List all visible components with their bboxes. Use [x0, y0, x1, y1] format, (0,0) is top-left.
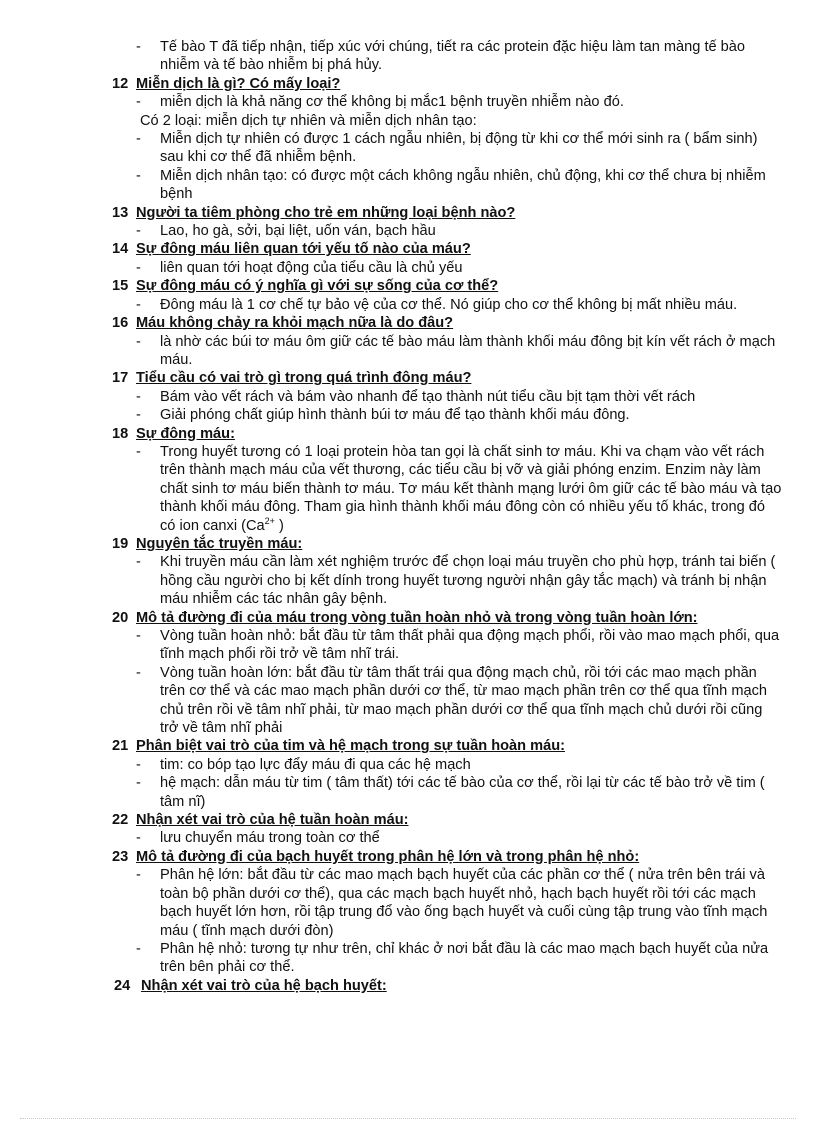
- question-title: Mô tả đường đi của bạch huyết trong phân hệ lớn và trong phân hệ nhỏ:: [136, 848, 640, 865]
- dash-bullet-icon: -: [136, 223, 141, 240]
- bullet-text: Phân hệ lớn: bắt đầu từ các mao mạch bạch huyết của các phần cơ thể ( nửa trên bên trái và toàn bộ phần dưới cơ thể), qua các mạch bạch huyết nhỏ, hạch bạch huyết rồi tới các mạch bạch huyết lớn hơn, rồi tập trung đổ vào ống bạch huyết và cuối cùng tập trung vào tĩnh mạch máu ( tĩnh mạch dưới đòn): [160, 867, 768, 939]
- superscript: 2+: [264, 515, 275, 526]
- dash-bullet-icon: -: [136, 259, 141, 276]
- bullet-item: [112, 259, 782, 277]
- dash-bullet-icon: -: [136, 388, 141, 405]
- bullet-item: [112, 222, 782, 240]
- bullet-item: [112, 333, 782, 370]
- page-bottom-border: [20, 1118, 796, 1119]
- question-number: 15: [112, 278, 129, 295]
- bullet-item: [112, 130, 782, 167]
- question-heading: [112, 609, 782, 627]
- bullet-item: [112, 38, 782, 75]
- bullet-text-tail: ): [274, 517, 284, 534]
- dash-bullet-icon: -: [136, 94, 141, 111]
- dash-bullet-icon: -: [136, 867, 141, 884]
- bullet-text: là nhờ các búi tơ máu ôm giữ các tế bào máu làm thành khối máu đông bịt kín vết rách ở mạch máu.: [160, 333, 776, 368]
- dash-bullet-icon: -: [136, 554, 141, 571]
- question-heading: [112, 848, 782, 866]
- dash-bullet-icon: -: [136, 940, 141, 957]
- dash-bullet-icon: -: [136, 131, 141, 148]
- bullet-text: Lao, ho gà, sởi, bại liệt, uốn ván, bạch hầu: [160, 223, 436, 240]
- question-number: 24: [114, 977, 131, 994]
- question-heading: [112, 369, 782, 387]
- question-number: 14: [112, 241, 129, 258]
- question-number: 16: [112, 315, 129, 332]
- bullet-text: Miễn dịch tự nhiên có được 1 cách ngẫu nhiên, bị động từ khi cơ thể mới sinh ra ( bẩm sinh) sau khi cơ thể đã nhiễm bệnh.: [160, 131, 758, 166]
- bullet-item: [112, 829, 782, 847]
- dash-bullet-icon: -: [136, 628, 141, 644]
- question-number: 20: [112, 609, 129, 626]
- question-title: Sự đông máu có ý nghĩa gì với sự sống của cơ thể?: [136, 278, 499, 295]
- bullet-text: liên quan tới hoạt động của tiểu cầu là chủ yếu: [160, 259, 463, 276]
- question-number: 22: [112, 812, 129, 829]
- dash-bullet-icon: -: [136, 167, 141, 184]
- bullet-item: [112, 167, 782, 204]
- question-number: 21: [112, 738, 129, 755]
- bullet-text: miễn dịch là khả năng cơ thể không bị mắc1 bệnh truyền nhiễm nào đó.: [160, 94, 624, 111]
- bullet-item: [112, 443, 782, 535]
- question-title: Nhận xét vai trò của hệ tuần hoàn máu:: [136, 812, 409, 829]
- question-heading: [112, 314, 782, 332]
- question-heading: [114, 977, 782, 995]
- bullet-text: Vòng tuần hoàn nhỏ: bắt đầu từ tâm thất phải qua động mạch phổi, rồi vào mao mạch phổi, qua tĩnh mạch phổi rồi trở về tâm nhĩ trái.: [160, 628, 780, 663]
- bullet-item: [112, 296, 782, 314]
- bullet-text: Bám vào vết rách và bám vào nhanh để tạo thành nút tiểu cầu bịt tạm thời vết rách: [160, 388, 696, 405]
- bullet-text: Tế bào T đã tiếp nhận, tiếp xúc với chúng, tiết ra các protein đặc hiệu làm tan màng tế bào nhiễm và tế bào nhiễm bị phá hủy.: [160, 39, 746, 74]
- bullet-text: lưu chuyển máu trong toàn cơ thể: [160, 830, 380, 847]
- bullet-text: tim: co bóp tạo lực đẩy máu đi qua các hệ mạch: [160, 756, 471, 773]
- document-content: [112, 38, 782, 995]
- dash-bullet-icon: -: [136, 39, 141, 55]
- bullet-item: [112, 756, 782, 774]
- dash-bullet-icon: -: [136, 333, 141, 350]
- dash-bullet-icon: -: [136, 775, 141, 792]
- bullet-text: Khi truyền máu cần làm xét nghiệm trước để chọn loại máu truyền cho phù hợp, tránh tai biến ( hồng cầu người cho bị kết dính trong huyết tương người nhận gây tắc mạch) và tránh bị nhận máu nhiễm các tác nhân gây bệnh.: [160, 554, 776, 608]
- paragraph: Có 2 loại: miễn dịch tự nhiên và miễn dịch nhân tạo:: [140, 112, 477, 129]
- bullet-item: [112, 664, 782, 738]
- question-heading: [112, 277, 782, 295]
- bullet-text: Vòng tuần hoàn lớn: bắt đầu từ tâm thất trái qua động mạch chủ, rồi tới các mao mạch phần trên cơ thể và các mao mạch phần dưới cơ thể, từ mao mạch phần trên cơ thể qua tĩnh mạch chủ trên rồi về tâm nhĩ phải, từ mao mạch phần dưới cơ thể qua tĩnh mạch chủ dưới rồi cũng trở về tâm nhĩ phải: [160, 664, 768, 737]
- question-number: 18: [112, 425, 129, 442]
- bullet-item: [112, 93, 782, 111]
- question-heading: [112, 240, 782, 258]
- bullet-item: [112, 866, 782, 940]
- question-title: Miễn dịch là gì? Có mấy loại?: [136, 75, 341, 92]
- question-number: 23: [112, 848, 129, 865]
- question-number: 13: [112, 204, 129, 221]
- bullet-text: Đông máu là 1 cơ chế tự bảo vệ của cơ thể. Nó giúp cho cơ thể không bị mất nhiều máu.: [160, 296, 738, 313]
- question-heading: [112, 204, 782, 222]
- dash-bullet-icon: -: [136, 756, 141, 773]
- bullet-text: Trong huyết tương có 1 loại protein hòa tan gọi là chất sinh tơ máu. Khi va chạm vào vết rách trên thành mạch máu của vết thương, các tiểu cầu bị vỡ và giải phóng enzim. Enzim này làm chất sinh tơ máu biến thành tơ máu. Tơ máu kết thành mạng lưới ôm giữ các tế bào máu và tạo thành khối máu đông. Tham gia hình thành khối máu đông còn có nhiều yếu tố khác, trong đó có ion canxi (Ca: [160, 443, 782, 534]
- question-title: Máu không chảy ra khỏi mạch nữa là do đâu?: [136, 315, 454, 332]
- bullet-item: [112, 388, 782, 406]
- bullet-text: Giải phóng chất giúp hình thành búi tơ máu để tạo thành khối máu đông.: [160, 407, 630, 424]
- question-title: Nhận xét vai trò của hệ bạch huyết:: [141, 977, 387, 994]
- dash-bullet-icon: -: [136, 664, 141, 681]
- question-title: Sự đông máu liên quan tới yếu tố nào của máu?: [136, 241, 471, 258]
- question-heading: [112, 425, 782, 443]
- dash-bullet-icon: -: [136, 296, 141, 313]
- bullet-text: Miễn dịch nhân tạo: có được một cách không ngẫu nhiên, chủ động, khi cơ thể chưa bị nhiễm bệnh: [160, 167, 766, 203]
- question-heading: [112, 535, 782, 553]
- question-title: Mô tả đường đi của máu trong vòng tuần hoàn nhỏ và trong vòng tuần hoàn lớn:: [136, 609, 698, 626]
- question-number: 19: [112, 535, 129, 552]
- question-title: Sự đông máu:: [136, 425, 235, 442]
- bullet-text: hệ mạch: dẫn máu từ tim ( tâm thất) tới các tế bào của cơ thể, rồi lại từ các tế bào trở về tim ( tâm nĩ): [160, 775, 765, 810]
- bullet-item: [112, 627, 782, 664]
- question-title: Người ta tiêm phòng cho trẻ em những loại bệnh nào?: [136, 204, 516, 221]
- question-title: Phân biệt vai trò của tim và hệ mạch trong sự tuần hoàn máu:: [136, 738, 565, 755]
- bullet-item: [112, 940, 782, 977]
- bullet-text: Phân hệ nhỏ: tương tự như trên, chỉ khác ở nơi bắt đầu là các mao mạch bạch huyết của nửa trên bên phải cơ thể.: [160, 940, 769, 976]
- question-number: 12: [112, 75, 129, 92]
- bullet-item: [112, 406, 782, 424]
- question-heading: [112, 737, 782, 755]
- question-heading: [112, 811, 782, 829]
- question-title: Tiểu cầu có vai trò gì trong quá trình đông máu?: [136, 370, 472, 387]
- dash-bullet-icon: -: [136, 443, 141, 460]
- question-number: 17: [112, 370, 129, 387]
- question-heading: [112, 75, 782, 93]
- bullet-item: [112, 774, 782, 811]
- bullet-item: [112, 553, 782, 608]
- dash-bullet-icon: -: [136, 407, 141, 424]
- question-title: Nguyên tắc truyền máu:: [136, 535, 303, 552]
- dash-bullet-icon: -: [136, 830, 141, 847]
